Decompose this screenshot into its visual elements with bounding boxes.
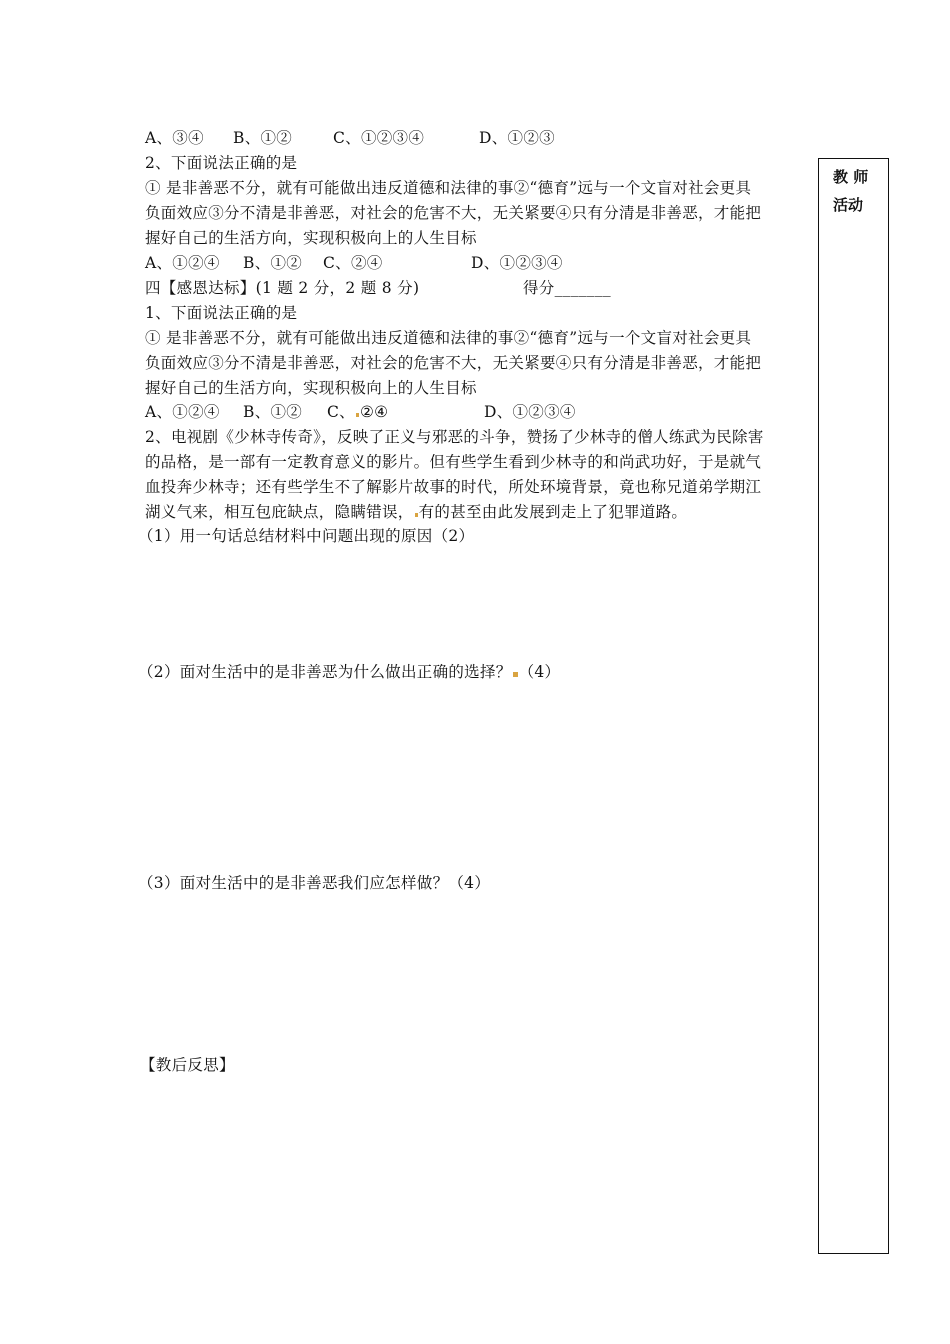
option-a: A、①②④ [145,254,220,272]
option-d: D、①②③④ [471,254,563,272]
material-line: 血投奔少林寺；还有些学生不了解影片故事的时代，所处环境背景，竟也称兄道弟学期江 [145,478,762,496]
prev-question-options [145,128,555,148]
option-c: C、②④ [323,254,383,272]
score-field: 得分_______ [523,279,611,297]
reflection-heading: 【教后反思】 [140,1056,235,1074]
question-stem: 1、下面说法正确的是 [145,304,298,322]
question-statement-line: 握好自己的生活方向，实现积极向上的人生目标 [145,379,477,397]
sub-question-points: （4） [518,663,561,681]
material-text: 有的甚至由此发展到走上了犯罪道路。 [418,503,688,521]
sub-question-text: （2）面对生活中的是非善恶为什么做出正确的选择？ [138,663,512,681]
option-b: B、①② [243,254,303,272]
question-statement-line: 负面效应③分不清是非善恶，对社会的危害不大，无关紧要④只有分清是非善恶，才能把 [145,354,762,372]
teacher-activity-box [818,158,889,1254]
material-text: 湖义气来，相互包庇缺点，隐瞒错误， [145,503,414,521]
material-line [145,502,687,522]
question-statement-line: ① 是非善恶不分，就有可能做出违反道德和法律的事②“德育”远与一个文盲对社会更具 [145,179,752,197]
option-c-value: ②④ [359,403,389,421]
question-options [145,402,576,422]
option-d: D、①②③ [479,129,555,147]
teacher-activity-label: 活动 [833,196,864,214]
option-d: D、①②③④ [483,403,576,421]
sub-question-2 [138,662,560,682]
question-statement-line: ① 是非善恶不分，就有可能做出违反道德和法律的事②“德育”远与一个文盲对社会更具 [145,329,752,347]
material-line: 的品格，是一部有一定教育意义的影片。但有些学生看到少林寺的和尚武功好，于是就气 [145,453,762,471]
teacher-activity-label: 教 师 [833,168,869,186]
option-c: C、 [327,403,355,421]
question-stem: 2、下面说法正确的是 [145,154,298,172]
option-a: A、①②④ [145,403,220,421]
yellow-mark [356,413,359,417]
option-c: C、①②③④ [333,129,425,147]
option-b: B、①② [233,129,293,147]
sub-question-3: （3）面对生活中的是非善恶我们应怎样做？（4） [138,874,491,892]
yellow-mark [513,672,518,677]
material-line: 2、电视剧《少林寺传奇》，反映了正义与邪恶的斗争，赞扬了少林寺的僧人练武为民除害 [145,428,764,446]
sub-question-1: （1）用一句话总结材料中问题出现的原因（2） [138,527,475,545]
question-statement-line: 负面效应③分不清是非善恶，对社会的危害不大，无关紧要④只有分清是非善恶，才能把 [145,204,762,222]
option-a: A、③④ [145,129,204,147]
yellow-mark [415,513,418,517]
option-b: B、①② [243,403,303,421]
question-statement-line: 握好自己的生活方向，实现积极向上的人生目标 [145,229,477,247]
section-title: 四【感恩达标】(1 题 2 分，2 题 8 分) [145,279,420,297]
question-options [145,253,563,273]
section-title-line [145,278,611,298]
